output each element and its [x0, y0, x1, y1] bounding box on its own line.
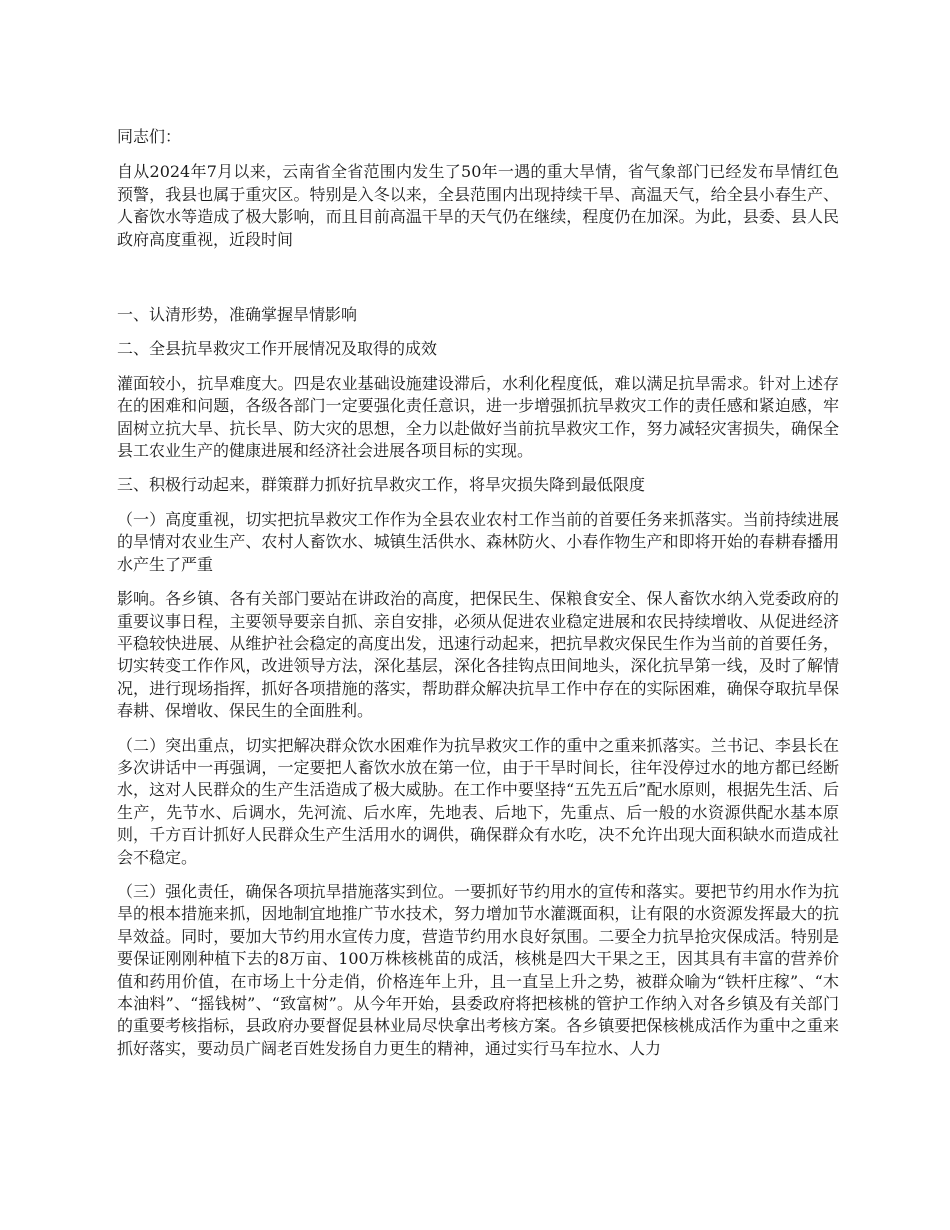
section-heading-1: 一、认清形势，准确掌握旱情影响: [117, 305, 358, 325]
section-heading-2: 二、全县抗旱救灾工作开展情况及取得的成效: [117, 339, 438, 359]
item-1-part-a: （一）高度重视，切实把抗旱救灾工作作为全县农业农村工作当前的首要任务来抓落实。当前持续进展的旱情对农业生产、农村人畜饮水、城镇生活供水、森林防火、小春作物生产和即将开始的春耕春播用水产生了严重: [117, 509, 839, 574]
salutation: 同志们：: [117, 127, 182, 146]
item-2: （二）突出重点，切实把解决群众饮水困难作为抗旱救灾工作的重中之重来抓落实。兰书记、李县长在多次讲话中一再强调，一定要把人畜饮水放在第一位，由于干旱时间长，往年没停过水的地方都已经断水，这对人民群众的生产生活造成了极大威胁。在工作中要坚持“五先五后”配水原则，根据先生活、后生产，先节水、后调水，先河流、后水库，先地表、后地下，先重点、后一般的水资源供配水基本原则，千方百计抓好人民群众生产生活用水的调供，确保群众有水吃，决不允许出现大面积缺水而造成社会不稳定。: [117, 735, 839, 867]
paragraph-difficulties: 灌面较小，抗旱难度大。四是农业基础设施建设滞后，水利化程度低，难以满足抗旱需求。针对上述存在的困难和问题，各级各部门一定要强化责任意识，进一步增强抓抗旱救灾工作的责任感和紧迫感，牢固树立抗大旱、抗长旱、防大灾的思想，全力以赴做好当前抗旱救灾工作，努力减轻灾害损失，确保全县工农业生产的健康进展和经济社会进展各项目标的实现。: [117, 373, 839, 461]
paragraph-intro: 自从2024年7月以来，云南省全省范围内发生了50年一遇的重大旱情，省气象部门已经发布旱情红色预警，我县也属于重灾区。特别是入冬以来，全县范围内出现持续干旱、高温天气，给全县小春生产、人畜饮水等造成了极大影响，而且目前高温干旱的天气仍在继续，程度仍在加深。为此，县委、县人民政府高度重视，近段时间: [117, 162, 839, 249]
item-1-part-b: 影响。各乡镇、各有关部门要站在讲政治的高度，把保民生、保粮食安全、保人畜饮水纳入党委政府的重要议事日程，主要领导要亲自抓、亲自安排，必须从促进农业稳定进展和农民持续增收、从促进经济平稳较快进展、从维护社会稳定的高度出发，迅速行动起来，把抗旱救灾保民生作为当前的首要任务，切实转变工作作风，改进领导方法，深化基层，深化各挂钩点田间地头，深化抗旱第一线，及时了解情况，进行现场指挥，抓好各项措施的落实，帮助群众解决抗旱工作中存在的实际困难，确保夺取抗旱保春耕、保增收、保民生的全面胜利。: [117, 589, 839, 721]
item-3: （三）强化责任，确保各项抗旱措施落实到位。一要抓好节约用水的宣传和落实。要把节约用水作为抗旱的根本措施来抓，因地制宜地推广节水技术，努力增加节水灌溉面积，让有限的水资源发挥最大的抗旱效益。同时，要加大节约用水宣传力度，营造节约用水良好氛围。二要全力抗旱抢灾保成活。特别是要保证刚刚种植下去的8万亩、100万株核桃苗的成活，核桃是四大干果之王，因其具有丰富的营养价值和药用价值，在市场上十分走俏，价格连年上升，且一直呈上升之势，被群众喻为“铁杆庄稼”、“木本油料”、“摇钱树”、“致富树”。从今年开始，县委政府将把核桃的管护工作纳入对各乡镇及有关部门的重要考核指标，县政府办要督促县林业局尽快拿出考核方案。各乡镇要把保核桃成活作为重中之重来抓好落实，要动员广阔老百姓发扬自力更生的精神，通过实行马车拉水、人力: [117, 881, 839, 1058]
document-body: [117, 126, 839, 1072]
section-gap: [117, 263, 839, 304]
section-heading-3: 三、积极行动起来，群策群力抓好抗旱救灾工作，将旱灾损失降到最低限度: [117, 475, 646, 495]
